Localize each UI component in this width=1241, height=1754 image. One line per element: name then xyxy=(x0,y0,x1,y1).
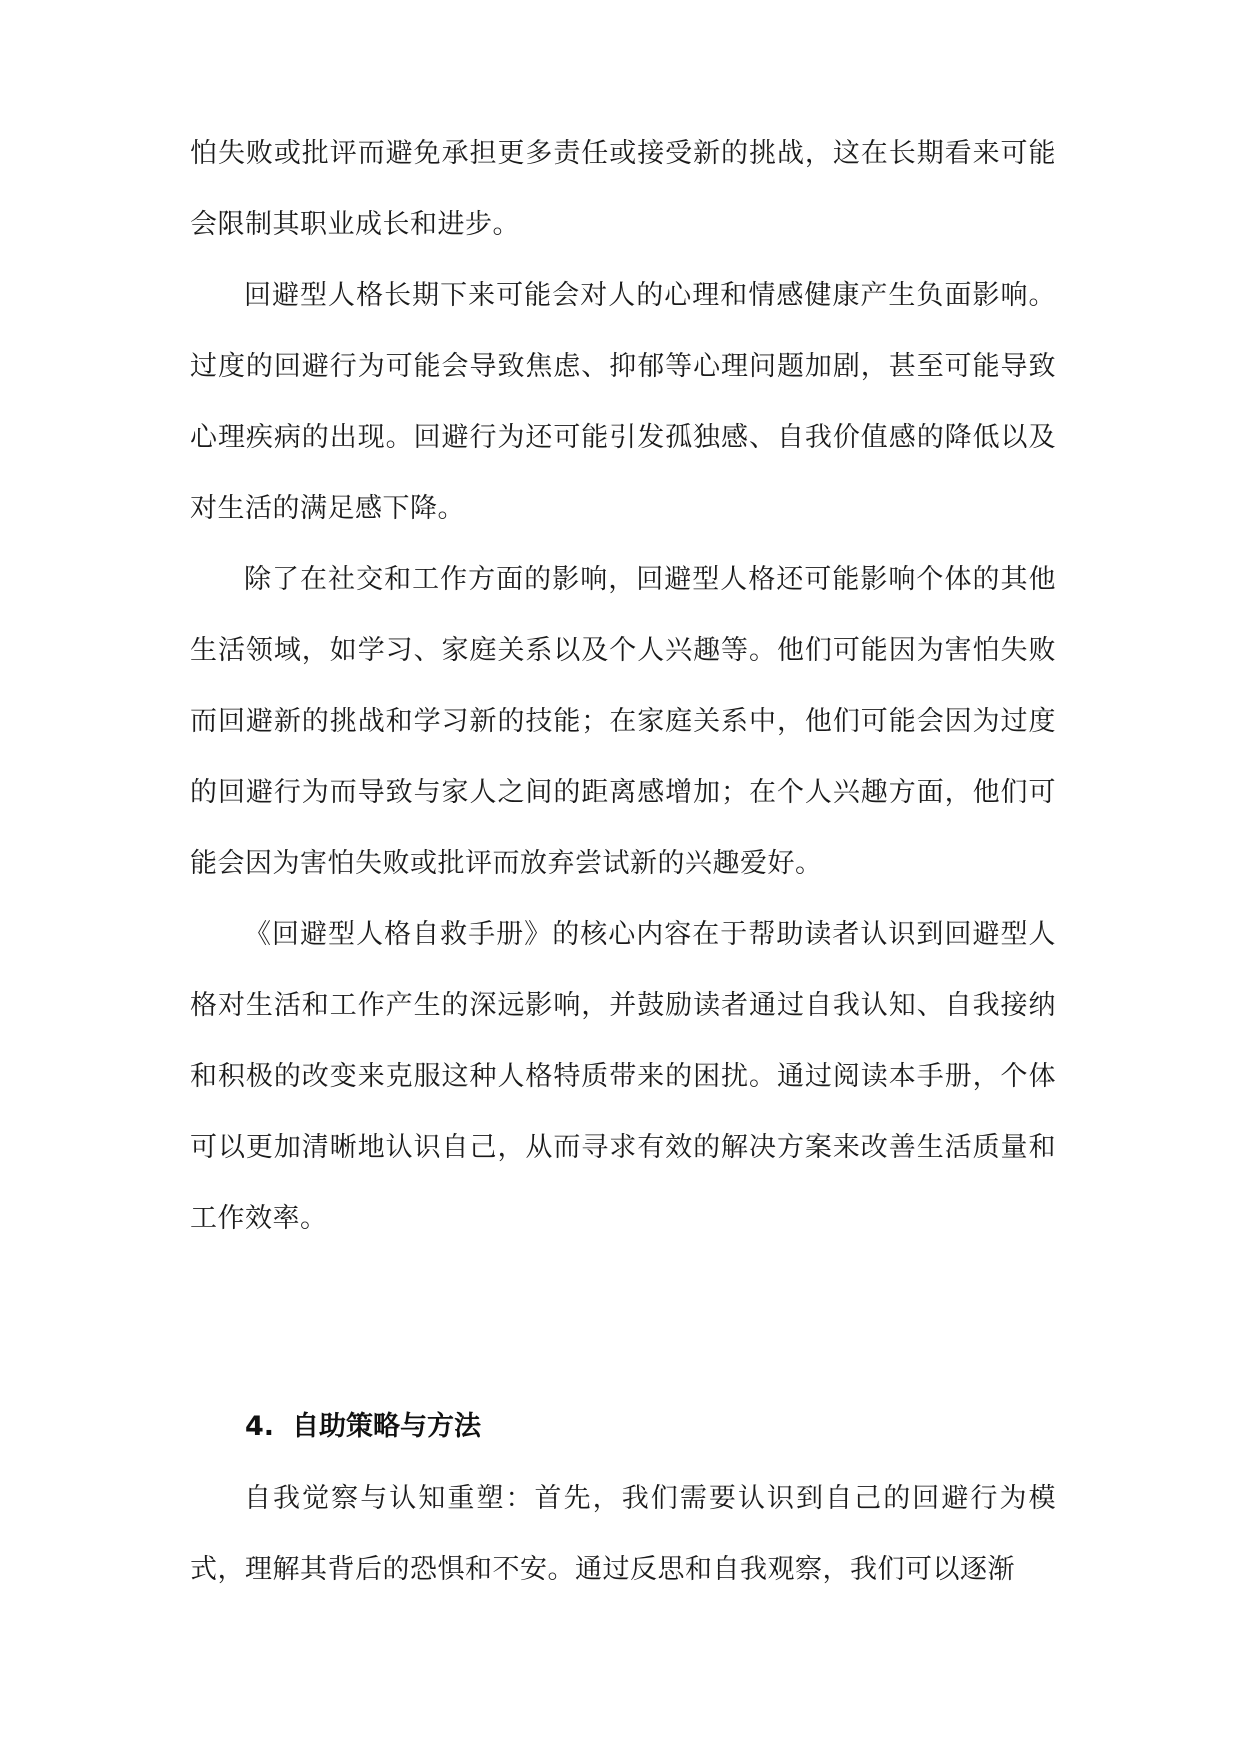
section-heading xyxy=(245,1410,481,1444)
body-text-lower xyxy=(190,1463,1056,1605)
paragraph-psychological-impact: 回避型人格长期下来可能会对人的心理和情感健康产生负面影响。过度的回避行为可能会导致焦虑、抑郁等心理问题加剧，甚至可能导致心理疾病的出现。回避行为还可能引发孤独感、自我价值感的降低以及对生活的满足感下降。 xyxy=(190,280,1056,524)
body-text-upper xyxy=(190,118,1056,1254)
section-number: 4. xyxy=(245,1411,275,1442)
section-title: 自助策略与方法 xyxy=(292,1411,482,1442)
paragraph-self-awareness: 自我觉察与认知重塑：首先，我们需要认识到自己的回避行为模式，理解其背后的恐惧和不安。通过反思和自我观察，我们可以逐渐 xyxy=(190,1483,1056,1585)
paragraph-continued: 怕失败或批评而避免承担更多责任或接受新的挑战，这在长期看来可能会限制其职业成长和进步。 xyxy=(190,138,1056,240)
paragraph-other-life-areas: 除了在社交和工作方面的影响，回避型人格还可能影响个体的其他生活领域，如学习、家庭关系以及个人兴趣等。他们可能因为害怕失败而回避新的挑战和学习新的技能；在家庭关系中，他们可能会因为过度的回避行为而导致与家人之间的距离感增加；在个人兴趣方面，他们可能会因为害怕失败或批评而放弃尝试新的兴趣爱好。 xyxy=(190,564,1056,879)
paragraph-handbook-core: 《回避型人格自救手册》的核心内容在于帮助读者认识到回避型人格对生活和工作产生的深远影响，并鼓励读者通过自我认知、自我接纳和积极的改变来克服这种人格特质带来的困扰。通过阅读本手册，个体可以更加清晰地认识自己，从而寻求有效的解决方案来改善生活质量和工作效率。 xyxy=(190,919,1056,1234)
